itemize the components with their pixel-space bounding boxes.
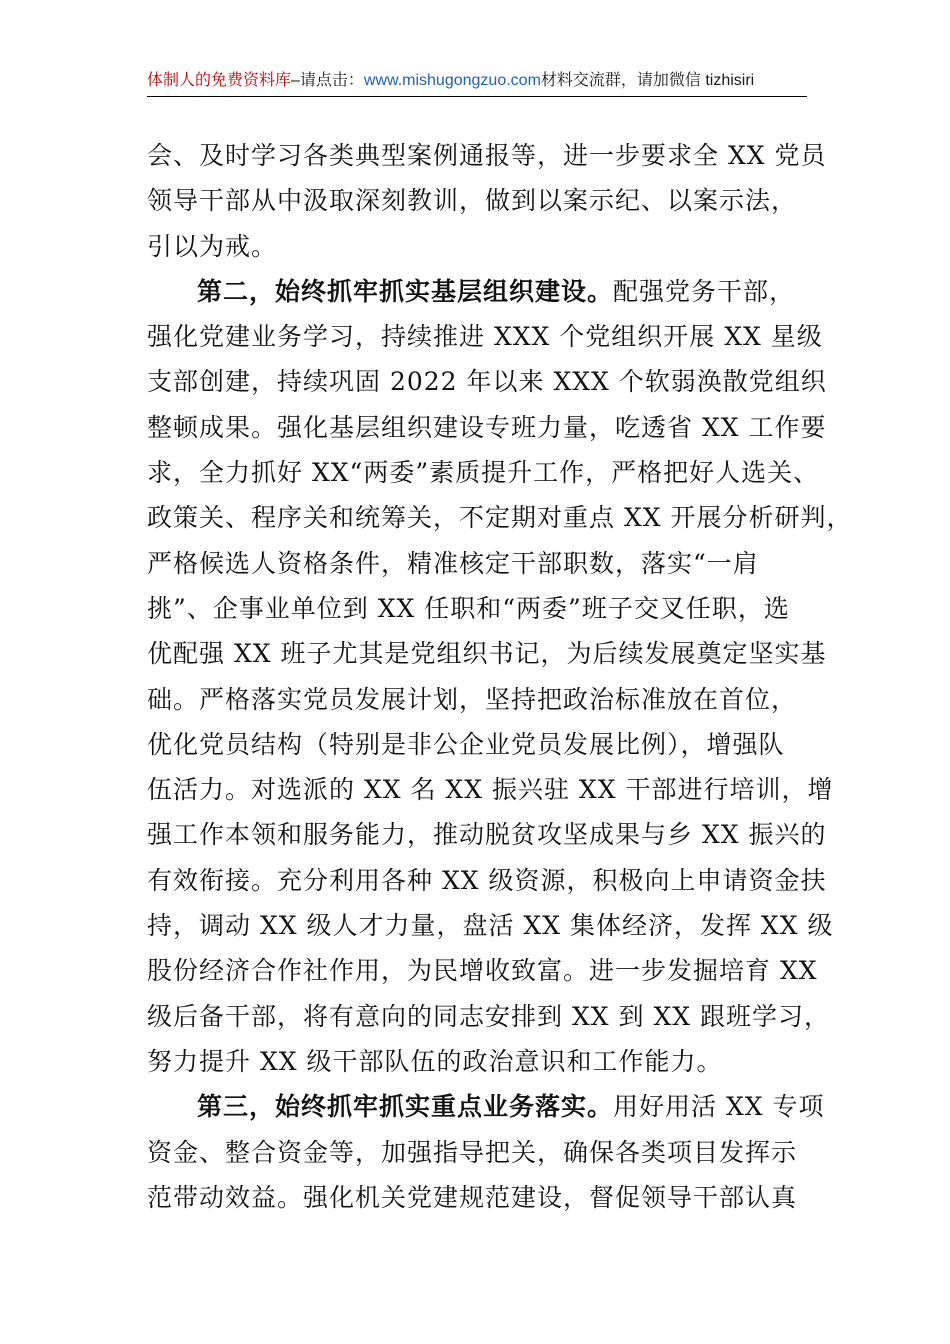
- line-text: 挑”、企事业单位到 XX 任职和“两委”班子交叉任职，选: [147, 593, 790, 623]
- line-text: 引以为戒。: [147, 231, 278, 261]
- line-text: 努力提升 XX 级干部队伍的政治意识和工作能力。: [147, 1046, 723, 1076]
- section-heading: 第三，始终抓牢抓实重点业务落实。: [197, 1092, 614, 1122]
- text-line: [147, 405, 827, 450]
- line-text: 伍活力。对选派的 XX 名 XX 振兴驻 XX 干部进行培训，增: [147, 775, 834, 805]
- text-line: [147, 1039, 827, 1084]
- text-line: [147, 767, 834, 812]
- line-text: 政策关、程序关和统筹关，不定期对重点 XX 开展分析研判，: [147, 503, 853, 533]
- line-text: 求，全力抓好 XX“两委”素质提升工作，严格把好人选关、: [147, 458, 820, 488]
- header-prompt: –请点击：: [291, 72, 364, 89]
- header-link[interactable]: www.mishugongzuo.com: [363, 72, 541, 89]
- document-body: [147, 133, 853, 1220]
- text-line: [147, 450, 827, 495]
- text-line: [147, 224, 827, 269]
- header-brand: 体制人的免费资料库: [147, 72, 292, 89]
- text-line: [147, 1175, 827, 1220]
- text-line: [147, 1130, 827, 1175]
- line-text: 严格候选人资格条件，精准核定干部职数，落实“一肩: [147, 548, 759, 578]
- text-line: [147, 178, 827, 223]
- line-text: 持，调动 XX 级人才力量，盘活 XX 集体经济，发挥 XX 级: [147, 911, 834, 941]
- line-text: 整顿成果。强化基层组织建设专班力量，吃透省 XX 工作要: [147, 412, 827, 442]
- text-line: [147, 495, 853, 540]
- line-text: 础。严格落实党员发展计划，坚持把政治标准放在首位，: [147, 684, 798, 714]
- header-contact: 材料交流群，请加微信 tizhisiri: [540, 72, 755, 89]
- line-text: 强化党建业务学习，持续推进 XXX 个党组织开展 XX 星级: [147, 322, 823, 352]
- line-text: 领导干部从中汲取深刻教训，做到以案示纪、以案示法，: [147, 186, 798, 216]
- text-line: [147, 359, 827, 404]
- text-line: [147, 812, 827, 857]
- line-text: 级后备干部，将有意向的同志安排到 XX 到 XX 跟班学习，: [147, 1001, 830, 1031]
- text-line: [147, 1084, 827, 1129]
- line-text: 股份经济合作社作用，为民增收致富。进一步发掘培育 XX: [147, 956, 818, 986]
- text-line: [147, 722, 827, 767]
- text-line: [147, 269, 827, 314]
- text-line: [147, 133, 827, 178]
- text-line: [147, 314, 827, 359]
- text-line: [147, 903, 834, 948]
- line-text: 配强党务干部，: [613, 276, 796, 306]
- section-heading: 第二，始终抓牢抓实基层组织建设。: [197, 276, 614, 306]
- page-header: [147, 70, 807, 97]
- text-line: [147, 631, 827, 676]
- line-text: 支部创建，持续巩固 2022 年以来 XXX 个软弱涣散党组织: [147, 367, 827, 397]
- text-line: [147, 858, 827, 903]
- line-text: 用好用活 XX 专项: [613, 1092, 825, 1122]
- text-line: [147, 948, 827, 993]
- text-line: [147, 586, 827, 631]
- line-text: 强工作本领和服务能力，推动脱贫攻坚成果与乡 XX 振兴的: [147, 820, 827, 850]
- line-text: 会、及时学习各类典型案例通报等，进一步要求全 XX 党员: [147, 141, 827, 170]
- text-line: [147, 994, 830, 1039]
- line-text: 范带动效益。强化机关党建规范建设，督促领导干部认真: [147, 1182, 798, 1212]
- line-text: 优化党员结构（特别是非公企业党员发展比例），增强队: [147, 729, 785, 759]
- text-line: [147, 541, 827, 586]
- line-text: 资金、整合资金等，加强指导把关，确保各类项目发挥示: [147, 1137, 798, 1167]
- text-line: [147, 677, 827, 722]
- line-text: 优配强 XX 班子尤其是党组织书记，为后续发展奠定坚实基: [147, 639, 827, 669]
- line-text: 有效衔接。充分利用各种 XX 级资源，积极向上申请资金扶: [147, 865, 827, 895]
